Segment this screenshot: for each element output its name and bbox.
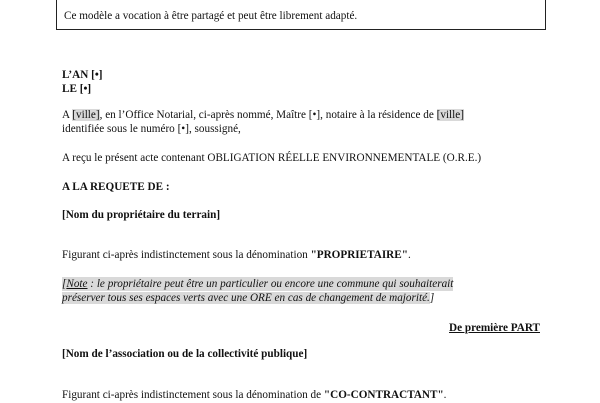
note-text-1: : le propriétaire peut être un particulier ou encore une commune qui souhaiterait	[87, 278, 454, 290]
request-heading: A LA REQUETE DE :	[62, 181, 170, 193]
association-name-placeholder: [Nom de l’association ou de la collectivité publique]	[62, 348, 308, 360]
notice-text: Ce modèle a vocation à être partagé et peut être librement adapté.	[64, 10, 358, 22]
designation-text: Figurant ci-après indistinctement sous la dénomination de	[62, 389, 324, 401]
note-line-1	[62, 277, 453, 291]
note-line-2	[62, 291, 434, 305]
intro-text-b: , en l’Office Notarial, ci-après nommé, Maître [•], notaire à la résidence de	[99, 109, 437, 121]
city-placeholder: [ville]	[436, 109, 464, 121]
note-label: Note	[66, 278, 88, 290]
note-close-bracket: ]	[429, 292, 435, 304]
designation-term: "PROPRIETAIRE"	[310, 249, 408, 261]
cocontractant-designation	[62, 388, 446, 402]
intro-line-2: identifiée sous le numéro [•], soussigné,	[62, 123, 241, 135]
note-text-2: préserver tous ses espaces verts avec une ORE en cas de changement de majorité.	[62, 292, 430, 304]
notice-box	[56, 0, 546, 30]
designation-end: .	[407, 249, 411, 261]
year-line: L’AN [•]	[62, 69, 103, 81]
owner-name-placeholder: [Nom du propriétaire du terrain]	[62, 209, 221, 221]
intro-text-a: A	[62, 109, 73, 121]
designation-end: .	[443, 389, 447, 401]
designation-term: "CO-CONTRACTANT"	[323, 389, 444, 401]
date-line: LE [•]	[62, 83, 92, 95]
designation-text: Figurant ci-après indistinctement sous la dénomination	[62, 249, 311, 261]
owner-designation	[62, 248, 411, 262]
intro-line-1	[62, 108, 464, 122]
note-open-bracket: [	[62, 278, 67, 290]
receipt-line: A reçu le présent acte contenant OBLIGATION RÉELLE ENVIRONNEMENTALE (O.R.E.)	[62, 152, 482, 164]
city-placeholder: [ville]	[72, 109, 100, 121]
first-party-label: De première PART	[449, 322, 540, 334]
